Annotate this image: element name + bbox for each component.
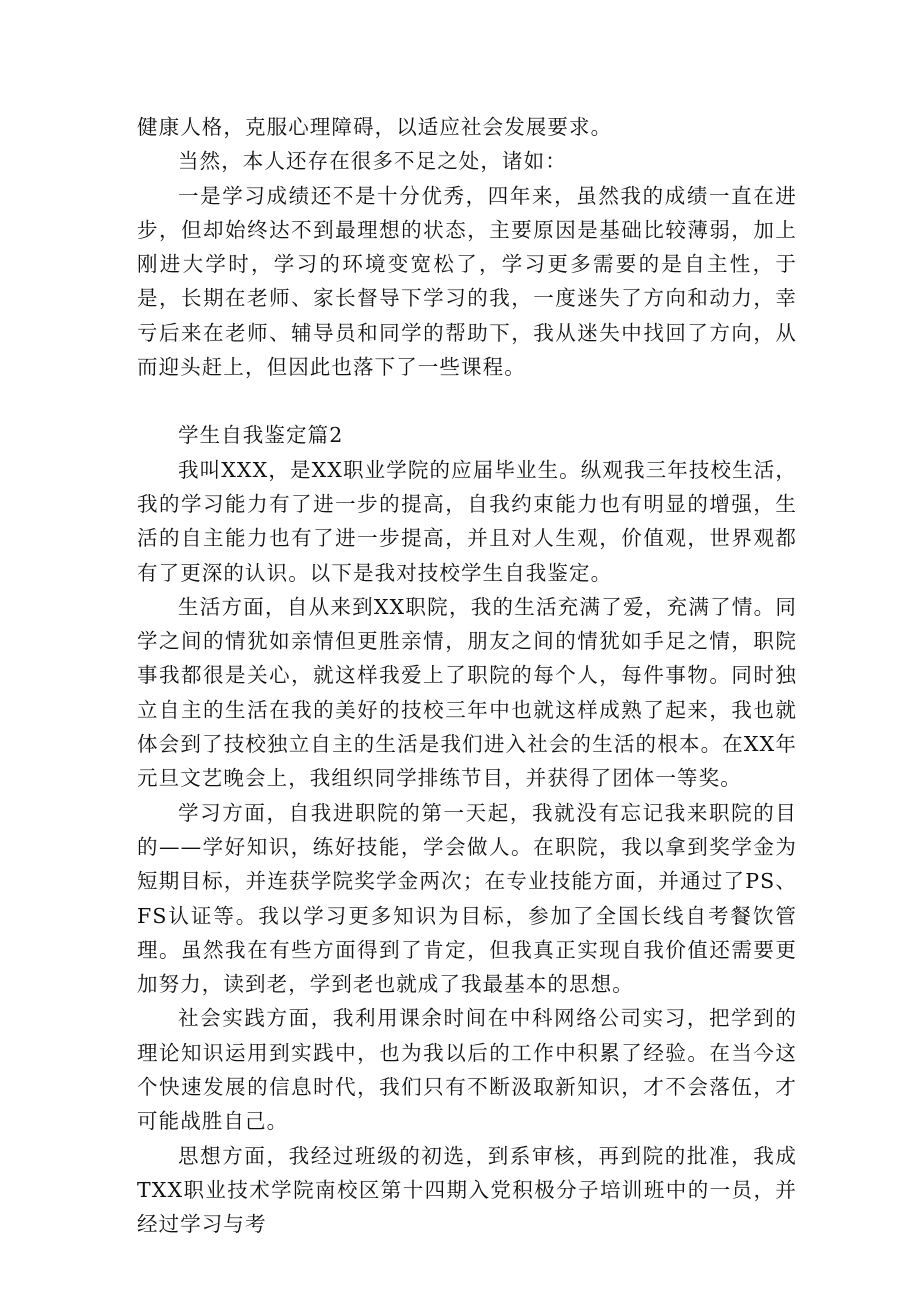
paragraph-continuation: 健康人格，克服心理障碍，以适应社会发展要求。 — [137, 115, 613, 139]
paragraph-intro: 我叫XXX，是XX职业学院的应届毕业生。纵观我三年技校生活，我的学习能力有了进一步的提高，自我约束能力也有明显的增强，生活的自主能力也有了进一步提高，并且对人生观，价值观，世界观都有了更深的认识。以下是我对技校学生自我鉴定。 — [137, 457, 797, 585]
section-spacer — [137, 384, 797, 418]
section-title: 学生自我鉴定篇2 — [178, 423, 344, 448]
paragraph-shortcoming-intro: 当然，本人还存在很多不足之处，诸如： — [178, 149, 567, 174]
paragraph-practice: 社会实践方面，我利用课余时间在中科网络公司实习，把学到的理论知识运用到实践中，也为我以后的工作中积累了经验。在当今这个快速发展的信息时代，我们只有不断汲取新知识，才不会落伍，才可能战胜自己。 — [137, 1006, 797, 1134]
paragraph-life: 生活方面，自从来到XX职院，我的生活充满了爱，充满了情。同学之间的情犹如亲情但更胜亲情，朋友之间的情犹如手足之情，职院事我都很是关心，就这样我爱上了职院的每个人，每件事物。同时独立自主的生活在我的美好的技校三年中也就这样成熟了起来，我也就体会到了技校独立自主的生活是我们进入社会的生活的根本。在XX年元旦文艺晚会上，我组织同学排练节目，并获得了团体一等奖。 — [137, 594, 797, 791]
paragraph-thought: 思想方面，我经过班级的初选，到系审核，再到院的批准，我成TXX职业技术学院南校区第十四期入党积极分子培训班中的一员，并经过学习与考 — [137, 1143, 797, 1237]
document-body — [137, 110, 797, 1242]
paragraph-study: 学习方面，自我进职院的第一天起，我就没有忘记我来职院的目的——学好知识，练好技能，学会做人。在职院，我以拿到奖学金为短期目标，并连获学院奖学金两次；在专业技能方面，并通过了PS、FS认证等。我以学习更多知识为目标，参加了全国长线自考餐饮管理。虽然我在有些方面得到了肯定，但我真正实现自我价值还需要更加努力，读到老，学到老也就成了我最基本的思想。 — [137, 800, 797, 997]
paragraph-shortcoming-1: 一是学习成绩还不是十分优秀，四年来，虽然我的成绩一直在进步，但却始终达不到最理想的状态，主要原因是基础比较薄弱，加上刚进大学时，学习的环境变宽松了，学习更多需要的是自主性，于是，长期在老师、家长督导下学习的我，一度迷失了方向和动力，幸亏后来在老师、辅导员和同学的帮助下，我从迷失中找回了方向，从而迎头赶上，但因此也落下了一些课程。 — [137, 183, 797, 380]
